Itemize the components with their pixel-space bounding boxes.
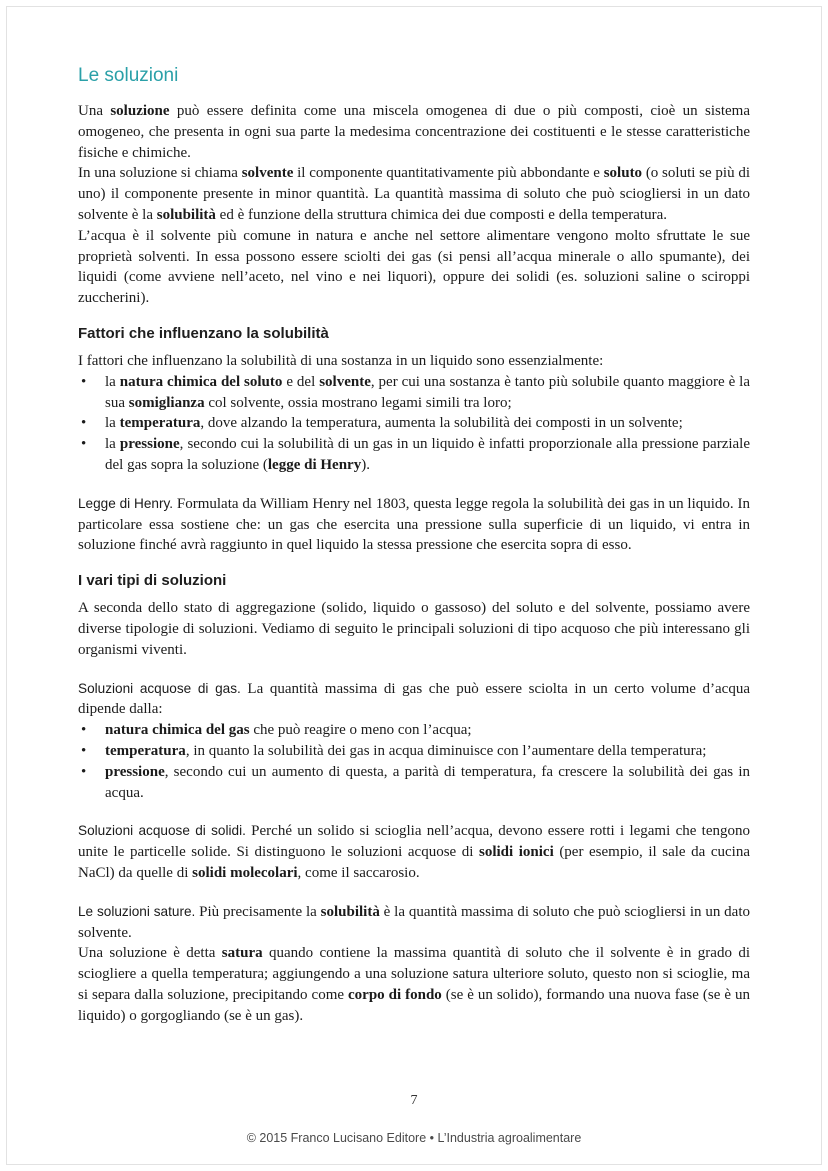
bold-text-run: soluto — [603, 165, 643, 182]
bold-text-run: solidi ionici — [479, 844, 554, 861]
lead-in-text-run: Le soluzioni sature. — [78, 903, 196, 919]
text-run: , per cui una sostanza è tanto più solubile quanto maggiore è la sua — [105, 373, 751, 411]
lead-in-text-run: Soluzioni acquose di solidi. — [78, 823, 246, 839]
text-run: In una soluzione si chiama — [78, 165, 242, 182]
text-run: , secondo cui un aumento di questa, a parità di temperatura, fa crescere la solubilità dei gas in acqua. — [105, 763, 750, 801]
text-run: , come il saccarosio. — [297, 864, 420, 881]
text-run: (o soluti se più di uno) il componente presente in minor quantità. La quantità massima di soluto che può sciogliersi in un dato solvente è la — [78, 165, 750, 223]
bold-text-run: legge di Henry — [267, 456, 362, 473]
bold-text-run: natura chimica del soluto — [119, 373, 283, 390]
bullet-icon: • — [81, 742, 87, 759]
list-item-text — [105, 415, 683, 431]
bold-text-run: temperatura — [105, 742, 186, 759]
list-item — [78, 720, 750, 741]
list-item-text — [105, 374, 750, 411]
text-run: , secondo cui la solubilità di un gas in un liquido è infatti proporzionale alla pressione parziale del gas sopra la soluzione ( — [105, 436, 751, 473]
text-run: e del — [282, 373, 320, 390]
page-content — [78, 64, 750, 1026]
text-run: I fattori che influenzano la solubilità di una sostanza in un liquido sono essenzialmente: — [78, 352, 604, 369]
intro-paragraph-3 — [78, 226, 750, 309]
bold-text-run: solubilità — [156, 206, 216, 223]
text-run: Perché un solido si scioglia nell’acqua, devono essere rotti i legami che tengono unite le particelle solide. Si distinguono le soluzioni acquose di — [78, 823, 750, 861]
bold-text-run: solvente — [241, 165, 294, 182]
text-run: il componente quantitativamente più abbondante e — [293, 165, 604, 182]
text-run: la — [105, 415, 120, 432]
bold-text-run: pressione — [119, 436, 180, 453]
factors-bullet-list — [78, 372, 750, 476]
bold-text-run: somiglianza — [128, 394, 205, 411]
section-heading-solution-types: I vari tipi di soluzioni — [78, 572, 227, 590]
list-item-text — [105, 743, 706, 759]
text-run: , dove alzando la temperatura, aumenta la solubilità dei composti in un solvente; — [200, 415, 683, 432]
text-run: ed è funzione della struttura chimica dei due composti e della temperatura. — [215, 206, 667, 223]
bold-text-run: solubilità — [320, 903, 380, 920]
gas-solutions-paragraph — [78, 679, 750, 721]
copyright-footer: © 2015 Franco Lucisano Editore • L’Industria agroalimentare — [246, 1131, 582, 1145]
text-run: A seconda dello stato di aggregazione (solido, liquido o gassoso) del soluto e del solvente, possiamo avere diverse tipologie di soluzioni. Vediamo di seguito le principali soluzioni di tipo acquoso che più interessano gli organismi viventi. — [78, 600, 750, 658]
section-heading-solubility-factors: Fattori che influenzano la solubilità — [78, 324, 329, 342]
page-number: 7 — [410, 1093, 418, 1108]
henry-law-paragraph — [78, 494, 750, 556]
text-run: La quantità massima di gas che può essere sciolta in un certo volume d’acqua dipende dalla: — [78, 680, 750, 718]
bullet-icon: • — [81, 763, 87, 780]
bullet-icon: • — [81, 436, 87, 453]
types-intro-paragraph — [78, 598, 750, 660]
list-item-text — [105, 764, 750, 801]
gas-bullet-list — [78, 720, 750, 803]
list-item-text — [105, 722, 472, 738]
list-item-text — [105, 436, 750, 473]
text-run: Formulata da William Henry nel 1803, questa legge regola la solubilità dei gas in un liquido. In particolare essa sostiene che: un gas che esercita una pressione sulla superficie di un liquido, vi entra in soluzione finché avrà raggiunto in quel liquido la stessa pressione che esercita sopra di esso. — [78, 495, 750, 554]
bold-text-run: pressione — [105, 763, 165, 780]
bullet-icon: • — [81, 415, 87, 432]
text-run: (se è un solido), formando una nuova fase (se è un liquido) o gorgogliando (se è un gas). — [78, 986, 750, 1024]
text-run: Una soluzione è detta — [78, 945, 222, 962]
list-item — [78, 762, 750, 804]
text-run: è la quantità massima di soluto che può sciogliersi in un dato solvente. — [78, 903, 750, 941]
text-run: ). — [361, 456, 370, 473]
bold-text-run: solvente — [319, 373, 371, 390]
bold-text-run: natura chimica del gas — [105, 722, 250, 739]
intro-paragraph-2 — [78, 163, 750, 225]
text-run: Più precisamente la — [195, 903, 321, 920]
page-title: Le soluzioni — [78, 65, 179, 86]
text-run: può essere definita come una miscela omogenea di due o più composti, cioè un sistema omogeneo, che presenta in ogni sua parte la medesima concentrazione dei costituenti e le stesse caratteristiche fisiche e chimiche. — [78, 103, 750, 161]
text-run: , in quanto la solubilità dei gas in acqua diminuisce con l’aumentare della temperatura; — [185, 742, 707, 759]
bold-text-run: temperatura — [119, 415, 201, 432]
factors-intro-paragraph — [78, 351, 750, 372]
list-item — [78, 434, 750, 476]
text-run: la — [105, 436, 120, 453]
bullet-icon: • — [81, 373, 87, 390]
saturated-solutions-paragraph-2 — [78, 943, 750, 1026]
saturated-solutions-paragraph-1 — [78, 902, 750, 944]
list-item — [78, 372, 750, 414]
lead-in-text-run: Soluzioni acquose di gas. — [78, 680, 241, 696]
list-item — [78, 413, 750, 434]
solid-solutions-paragraph — [78, 821, 750, 883]
lead-in-text-run: Legge di Henry. — [78, 495, 174, 511]
text-run: quando contiene la massima quantità di soluto che il solvente è in grado di sciogliere a quella temperatura; aggiungendo a una soluzione satura ulteriore soluto, questo non si scioglie, ma si separa dalla soluzione, precipitando come — [78, 945, 750, 1003]
bold-text-run: solidi molecolari — [192, 864, 298, 881]
intro-paragraph-1 — [78, 101, 750, 163]
bold-text-run: soluzione — [110, 103, 170, 119]
text-run: (per esempio, il sale da cucina NaCl) da quelle di — [78, 844, 750, 881]
text-run: col solvente, ossia mostrano legami simili tra loro; — [204, 394, 512, 411]
text-run: che può reagire o meno con l’acqua; — [249, 722, 472, 739]
text-run: la — [105, 373, 120, 390]
bullet-icon: • — [81, 722, 87, 739]
text-run: L’acqua è il solvente più comune in natura e anche nel settore alimentare vengono molto sfruttate le sue proprietà solventi. In essa possono essere sciolti dei gas (si pensi all’acqua minerale o allo spumante), dei liquidi (come avviene nell’aceto, nel vino e nei liquori), oppure dei solidi (es. soluzioni saline o sciroppi zuccherini). — [78, 227, 750, 307]
bold-text-run: corpo di fondo — [348, 986, 442, 1003]
text-run: Una — [78, 103, 111, 119]
list-item — [78, 741, 750, 762]
bold-text-run: satura — [221, 945, 263, 962]
